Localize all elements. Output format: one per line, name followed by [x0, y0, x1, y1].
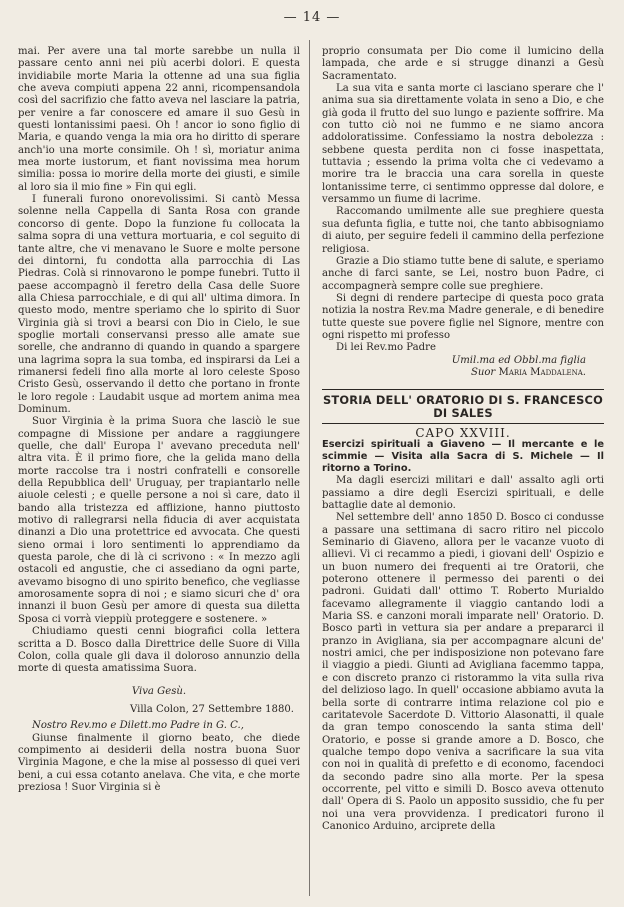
- column-divider: [309, 40, 310, 896]
- paragraph: Grazie a Dio stiamo tutte bene di salute, e speriamo anche di farci sante, se Lei, nostro buon Padre, ci accompagnerà sempre colle sue preghiere.: [322, 255, 604, 292]
- paragraph: I funerali furono onorevolissimi. Si cantò Messa solenne nella Cappella di Santa Rosa con grande concorso di gente. Dopo la funzione fu collocata la salma sopra di una vettura mortuaria, e col seguito di tante altre, che vi menavano le Suore e molte persone dei dintorni, fu condotta alla parrocchia di Las Piedras. Colà si rinnovarono le pompe funebri. Tutto il paese accompagnò il feretro della Casa delle Suore alla Chiesa parrocchiale, e di qui all' ultima dimora. In questo modo, mentre speriamo che lo spirito di Suor Virginia già si trovi a bearsi con Dio in Cielo, le sue spoglie mortali conservansi presso alle amate sue sorelle, che andranno di quando in quando a spargere una lagrima sopra la sua tomba, ed inspirarsi da Lei a rimanersi fedeli fino alla morte al loro celeste Sposo Cristo Gesù, osservando il detto che portano in fronte le loro regole : Laudabit usque ad mortem anima mea Dominum.: [18, 194, 300, 415]
- left-column: [18, 46, 300, 794]
- section-title: STORIA DELL' ORATORIO DI S. FRANCESCO DI SALES: [322, 389, 604, 424]
- letter-greeting: Viva Gesù.: [131, 685, 187, 697]
- paragraph: Nel settembre dell' anno 1850 D. Bosco ci condusse a passare una settimana di sacro ritiro nel piccolo Seminario di Giaveno, allora per le vacanze vuoto di allievi. Vi ci recammo a piedi, i giovani dell' Ospizio e un buon numero dei frequenti ai tre Oratorii, che poterono ottenere il permesso dei parenti o dei padroni. Guidati dall' ottimo T. Roberto Murialdo facevamo allegramente il viaggio cantando lodi a Maria SS. e canzoni morali imparate nell' Oratorio. D. Bosco partì in vettura sia per andare a prepararci il pranzo in Avigliana, sia per accompagnare alcuni de' nostri amici, che per indisposizione non potevano fare il viaggio a piedi. Giunti ad Avigliana facemmo tappa, e con discreto pranzo ci ristorammo la vita sulla riva del delizioso lago. In quell' occasione abbiamo avuta la bella sorte di contrarre intima relazione col pio e caritatevole Sacerdote D. Vittorio Alasonatti, il quale da gran tempo conoscendo la santa stima dell' Oratorio, e posse si grande amore a D. Bosco, che qualche tempo dopo veniva a sacrificare la sua vita con noi in qualità di prefetto e di economo, facendoci da secondo padre sino alla morte. Per la spesa occorrente, pel vitto e simili D. Bosco aveva ottenuto dall' Opera di S. Paolo un apposito sussidio, che fu per noi una vera provvidenza. I predicatori furono il Canonico Arduino, arciprete della: [322, 512, 604, 832]
- paragraph: mai. Per avere una tal morte sarebbe un nulla il passare cento anni nei più acerbi dolori. E questa invidiabile morte Maria la ottenne ad una sua figlia che aveva compiuti appena 22 anni, ricompensandola così del sacrifizio che fatto aveva nel lasciare la patria, per venire a far conoscere ed amare il suo Gesù in questi lontanissimi paesi. Oh ! ancor io sono figlio di Maria, e quando venga la mia ora ho diritto di sperare anch'io una morte consimile. Oh ! sì, moriatur anima mea morte iustorum, et fiant novissima mea horum similia: possa io morire della morte dei giusti, e simile al loro sia il mio fine » Fin qui egli.: [18, 46, 300, 193]
- paragraph: Ma dagli esercizi militari e dall' assalto agli orti passiamo a dire degli Esercizi spirituali, e delle battaglie date al demonio.: [322, 475, 604, 511]
- paragraph: Suor Virginia è la prima Suora che lasciò le sue compagne di Missione per andare a raggiungere quelle, che dall' Europa l' avevano preceduta nell' altra vita. È il primo fiore, che la gelida mano della morte raccolse tra i nostri confratelli e consorelle della Repubblica dell' Uruguay, per trapiantarlo nelle aiuole celesti ; e quelle persone a noi sì care, dato il bando alla tristezza ed afflizione, hanno piuttosto motivo di rallegrarsi nella fiducia di aver acquistata dinanzi a Dio una protettrice ed avvocata. Che questi sieno ormai i loro sentimenti lo apprendiamo da questa parole, che di là ci scrivono : « In mezzo agli ostacoli ed angustie, che ci assediano da ogni parte, avevamo bisogno di uno spirito benefico, che vegliasse amorosamente sopra di noi ; e siamo sicuri che d' ora innanzi il buon Gesù per amore di questa sua diletta Sposa ci vorrà vieppiù proteggere e sostenere. »: [18, 416, 300, 625]
- paragraph: Chiudiamo questi cenni biografici colla lettera scritta a D. Bosco dalla Direttrice delle Suore di Villa Colon, colla quale gli dava il doloroso annunzio della morte di questa amatissima Suora.: [18, 626, 300, 675]
- paragraph: Si degni di rendere partecipe di questa poco grata notizia la nostra Rev.ma Madre generale, e di benedire tutte queste sue povere figlie nel Signore, mentre con ogni rispetto mi professo: [322, 292, 604, 341]
- signature-line: Di lei Rev.mo Padre: [336, 342, 436, 354]
- paragraph: Raccomando umilmente alle sue preghiere questa sua defunta figlia, e tutte noi, che tanto abbisogniamo di aiuto, per seguire fedeli il cammino della perfezione religiosa.: [322, 206, 604, 255]
- chapter-heading: CAPO XXVIII.: [415, 425, 511, 440]
- page-number: — 14 —: [283, 10, 341, 25]
- paragraph: La sua vita e santa morte ci lasciano sperare che l' anima sua sia direttamente volata in seno a Dio, e che già goda il frutto del suo lungo e paziente soffrire. Ma con tutto ciò noi ne fummo e ne siamo ancora addoloratissime. Confessiamo la nostra debolezza : sebbene questa perdita non ci fosse inaspettata, tuttavia ; essendo la prima volta che ci vedevamo a morire tra le braccia una cara sorella in queste lontanissime terre, ci sentimmo oppresse dal dolore, e versammo un fiume di lacrime.: [322, 83, 604, 206]
- right-column: [322, 46, 604, 833]
- chapter-summary: Esercizi spirituali a Giaveno — Il mercante e le scimmie — Visita alla Sacra di S. Michele — Il ritorno a Torino.: [322, 439, 604, 475]
- signature-name: Suor Maria Maddalena.: [470, 366, 586, 378]
- letter-body: Giunse finalmente il giorno beato, che diede compimento ai desiderii della nostra buona Suor Virginia Magone, e che la mise al possesso di quei veri beni, a cui essa cotanto anelava. Che vita, e che morte preziosa ! Suor Virginia si è: [18, 732, 300, 793]
- letter-salutation: Nostro Rev.mo e Dilett.mo Padre in G. C.,: [32, 720, 244, 732]
- signature-line: Umil.ma ed Obbl.ma figlia: [451, 354, 586, 366]
- paragraph: proprio consumata per Dio come il lumicino della lampada, che arde e si strugge dinanzi a Gesù Sacramentato.: [322, 46, 604, 82]
- letter-date: Villa Colon, 27 Settembre 1880.: [129, 703, 294, 715]
